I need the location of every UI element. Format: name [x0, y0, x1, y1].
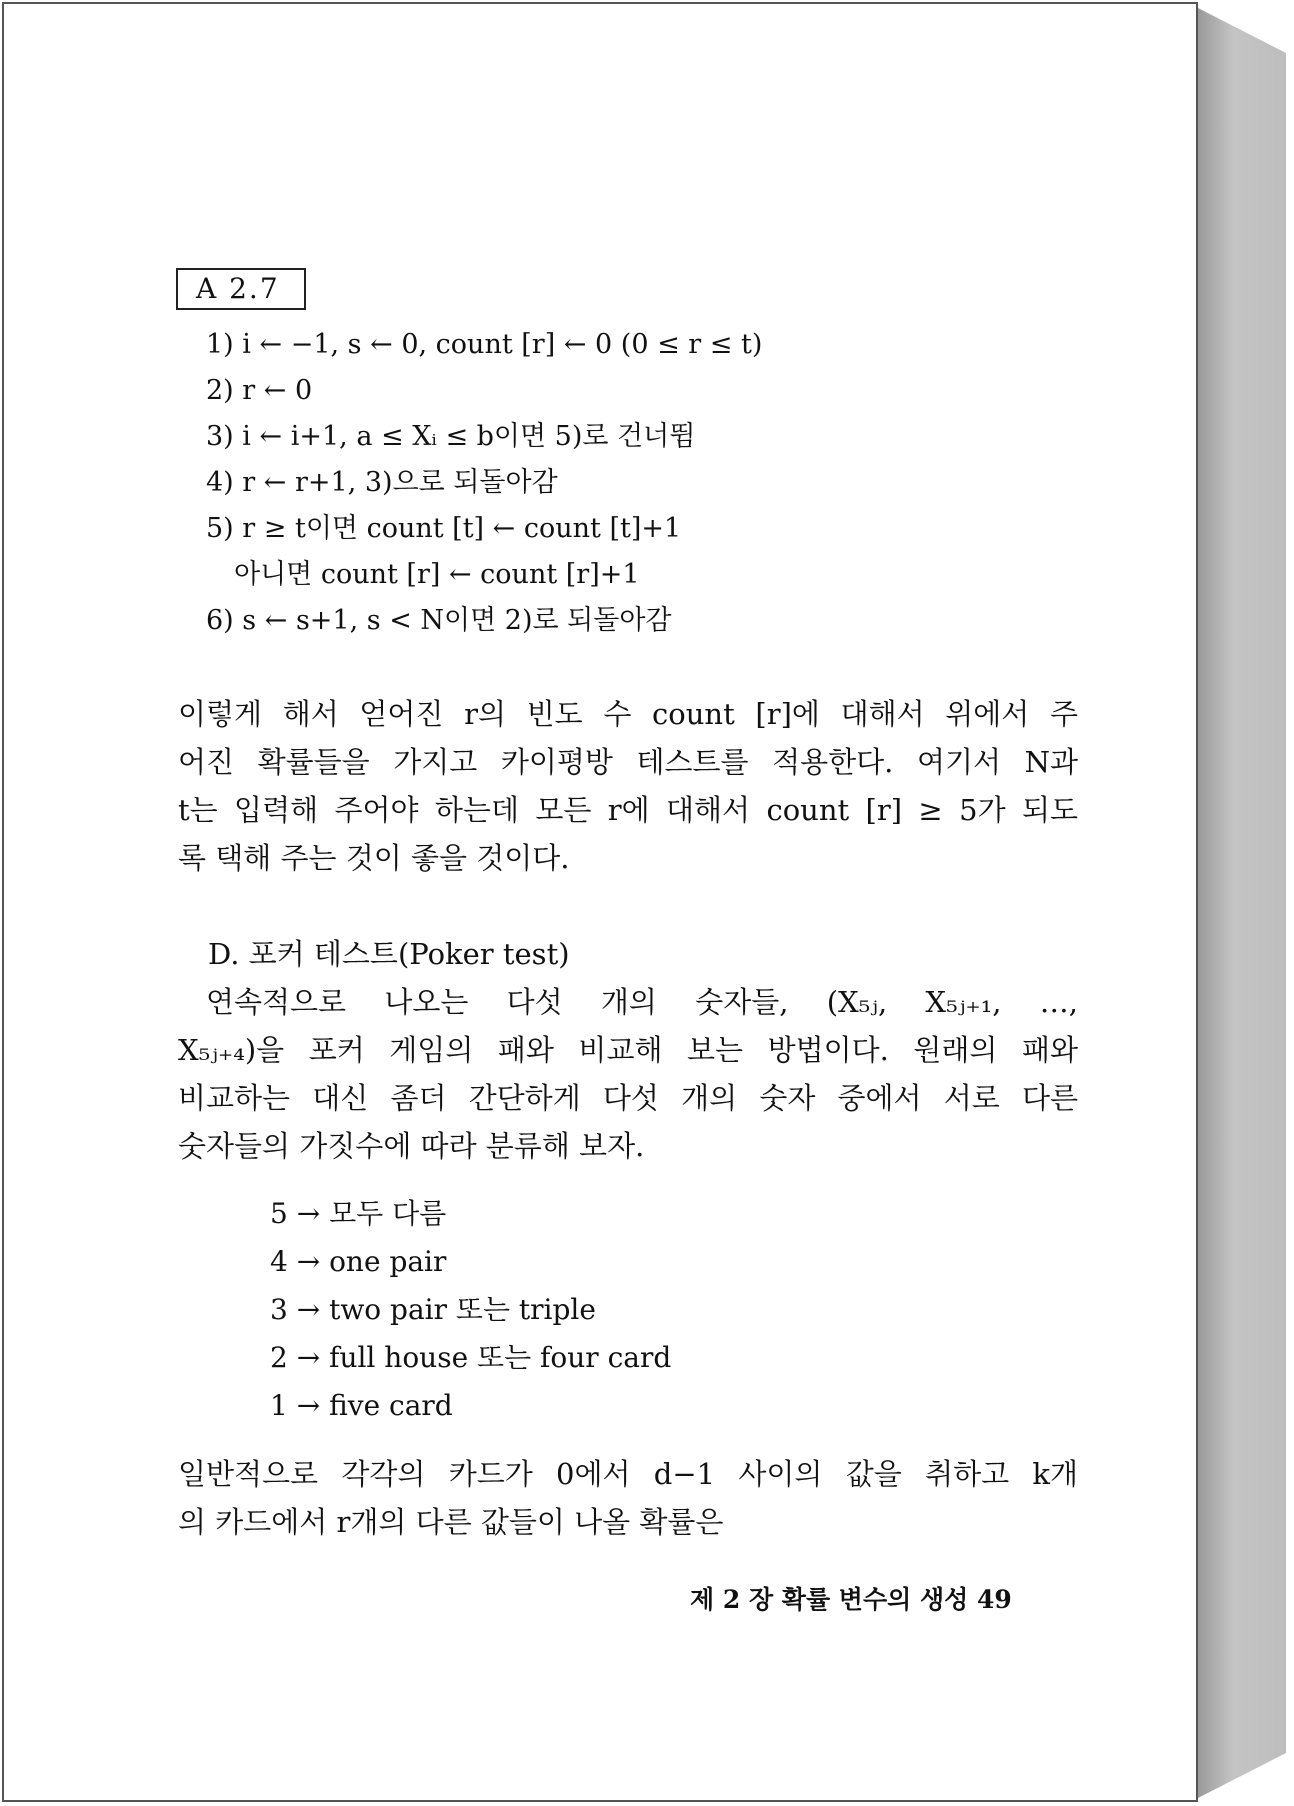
poker-cases-list [270, 1190, 671, 1430]
list-item: 4 → one pair [270, 1245, 447, 1278]
paragraph-frequency [178, 690, 1078, 882]
page-footer: 제 2 장 확률 변수의 생성 49 [690, 1585, 1012, 1614]
paragraph-line: 어진 확률들을 가지고 카이평방 테스트를 적용한다. 여기서 N과 [178, 745, 1078, 779]
algorithm-step-3: 3) i ← i+1, a ≤ Xᵢ ≤ b이면 5)로 건너뜀 [206, 421, 696, 452]
algorithm-step-6: 6) s ← s+1, s < N이면 2)로 되돌아감 [206, 605, 672, 636]
paragraph-line: 비교하는 대신 좀더 간단하게 다섯 개의 숫자 중에서 서로 다른 [178, 1081, 1078, 1115]
paragraph-poker [178, 978, 1078, 1170]
algorithm-step-2: 2) r ← 0 [206, 375, 313, 406]
algorithm-step-4: 4) r ← r+1, 3)으로 되돌아감 [206, 467, 558, 498]
algorithm-steps [206, 322, 762, 644]
paragraph-line: 숫자들의 가짓수에 따라 분류해 보자. [178, 1129, 645, 1163]
algorithm-step-5-else: 아니면 count [r] ← count [r]+1 [234, 559, 640, 590]
list-item: 3 → two pair 또는 triple [270, 1293, 596, 1326]
paragraph-line: 연속적으로 나오는 다섯 개의 숫자들, (X₅ⱼ, X₅ⱼ₊₁, …, [206, 985, 1078, 1019]
paragraph-line: X₅ⱼ₊₄)을 포커 게임의 패와 비교해 보는 방법이다. 원래의 패와 [178, 1033, 1078, 1067]
algorithm-step-5: 5) r ≥ t이면 count [t] ← count [t]+1 [206, 513, 682, 544]
paragraph-line: 일반적으로 각각의 카드가 0에서 d−1 사이의 값을 취하고 k개 [178, 1457, 1078, 1491]
paragraph-line: 이렇게 해서 얻어진 r의 빈도 수 count [r]에 대해서 위에서 주 [178, 697, 1078, 731]
list-item: 5 → 모두 다름 [270, 1197, 447, 1230]
section-title: D. 포커 테스트(Poker test) [208, 937, 570, 971]
algorithm-label-box: A 2.7 [176, 268, 306, 310]
algorithm-step-1: 1) i ← −1, s ← 0, count [r] ← 0 (0 ≤ r ≤ t) [206, 329, 763, 360]
paragraph-line: t는 입력해 주어야 하는데 모든 r에 대해서 count [r] ≥ 5가 되도 [178, 793, 1078, 827]
paragraph-line: 의 카드에서 r개의 다른 값들이 나올 확률은 [178, 1505, 724, 1539]
page-edge-shadow [1198, 8, 1286, 1798]
paragraph-probability [178, 1450, 1078, 1546]
list-item: 1 → five card [270, 1389, 453, 1422]
list-item: 2 → full house 또는 four card [270, 1341, 672, 1374]
paragraph-line: 록 택해 주는 것이 좋을 것이다. [178, 841, 570, 875]
